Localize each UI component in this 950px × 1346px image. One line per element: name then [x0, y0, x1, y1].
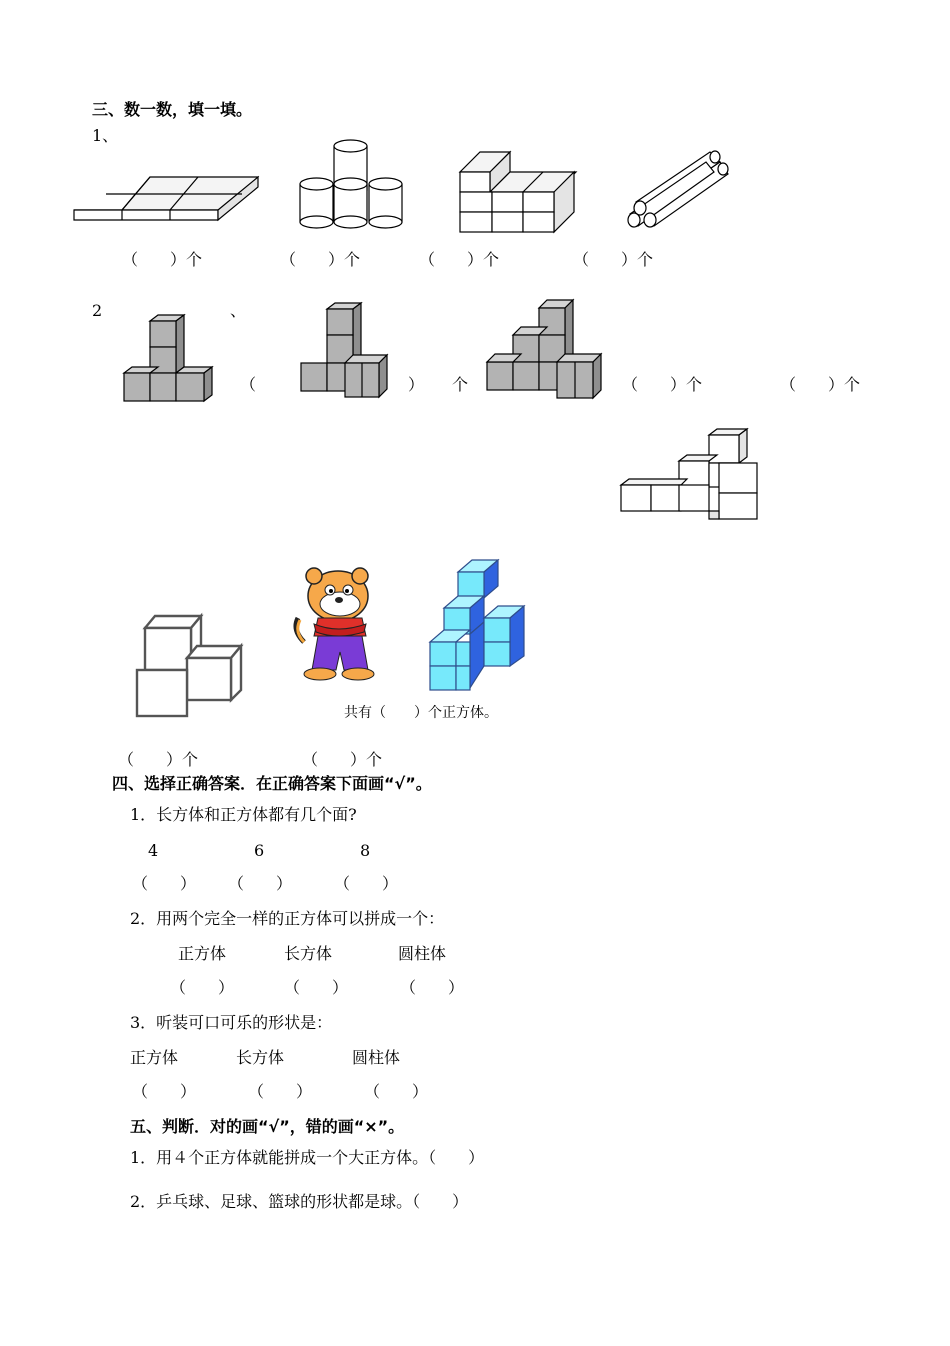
- blank-open[interactable]: （: [240, 375, 257, 394]
- answer-blank-7[interactable]: （ ）个: [118, 750, 199, 769]
- s5-question-1: 1．用４个正方体就能拼成一个大正方体。（ ）: [130, 1148, 485, 1167]
- tiger-cartoon-icon: [292, 566, 384, 686]
- answer-blank-8[interactable]: （ ）个: [302, 750, 383, 769]
- s4-q1-option-1: 4: [148, 841, 159, 860]
- blank-close[interactable]: ）: [408, 375, 425, 394]
- answer-blank-4[interactable]: （ ）个: [573, 250, 654, 269]
- s4-q2-option-3: 圆柱体: [398, 944, 447, 963]
- answer-blank-1[interactable]: （ ）个: [122, 250, 203, 269]
- section-3-title: 三、数一数，填一填。: [92, 100, 253, 119]
- s4-q1-option-2: 6: [254, 841, 265, 860]
- answer-blank-2[interactable]: （ ）个: [280, 250, 361, 269]
- blue-cubes-figure: [428, 558, 528, 693]
- rods-figure: [624, 148, 736, 240]
- white-cubes-figure-right: [621, 427, 761, 521]
- s4-q2-blank-3[interactable]: （ ）: [400, 978, 465, 997]
- s4-q1-blank-2[interactable]: （ ）: [228, 874, 293, 893]
- s4-q1-blank-1[interactable]: （ ）: [132, 874, 197, 893]
- s4-q3-option-2: 长方体: [236, 1048, 285, 1067]
- s4-q3-option-3: 圆柱体: [352, 1048, 401, 1067]
- s5-question-2: 2．乒乓球、足球、篮球的形状都是球。（ ）: [130, 1192, 469, 1211]
- question-2-label: 2: [92, 301, 103, 320]
- s4-q1-blank-3[interactable]: （ ）: [334, 874, 399, 893]
- s4-q3-blank-2[interactable]: （ ）: [248, 1082, 313, 1101]
- answer-blank-5[interactable]: （ ）个: [622, 375, 703, 394]
- s4-q2-option-2: 长方体: [284, 944, 333, 963]
- question-1-label: 1、: [92, 126, 119, 145]
- s4-q2-option-1: 正方体: [178, 944, 227, 963]
- s4-question-1: 1．长方体和正方体都有几个面?: [130, 805, 357, 824]
- cube-count-caption: 共有（ ）个正方体。: [344, 705, 498, 721]
- s4-q3-blank-3[interactable]: （ ）: [364, 1082, 429, 1101]
- s4-q2-blank-2[interactable]: （ ）: [284, 978, 349, 997]
- question-2-mark: 、: [230, 301, 247, 320]
- sketch-cubes-figure: [125, 612, 250, 722]
- s4-question-2: 2．用两个完全一样的正方体可以拼成一个：: [130, 909, 445, 928]
- gray-cubes-figure-2: [300, 301, 392, 401]
- blank-unit: 个: [452, 375, 469, 394]
- s4-q3-option-1: 正方体: [130, 1048, 179, 1067]
- answer-blank-3[interactable]: （ ）个: [419, 250, 500, 269]
- flat-slabs-figure: [72, 175, 262, 225]
- white-cube-stack-figure: [458, 150, 583, 230]
- s4-question-3: 3．听装可口可乐的形状是：: [130, 1013, 333, 1032]
- s4-q2-blank-1[interactable]: （ ）: [170, 978, 235, 997]
- cylinders-figure: [298, 138, 408, 230]
- gray-cubes-figure-3: [485, 298, 605, 402]
- gray-cubes-figure-1: [124, 313, 216, 405]
- answer-blank-6[interactable]: （ ）个: [780, 375, 861, 394]
- section-4-title: 四、选择正确答案．在正确答案下面画“√”。: [112, 774, 432, 793]
- s4-q1-option-3: 8: [360, 841, 371, 860]
- s4-q3-blank-1[interactable]: （ ）: [132, 1082, 197, 1101]
- section-5-title: 五、判断．对的画“√”，错的画“×”。: [130, 1117, 405, 1136]
